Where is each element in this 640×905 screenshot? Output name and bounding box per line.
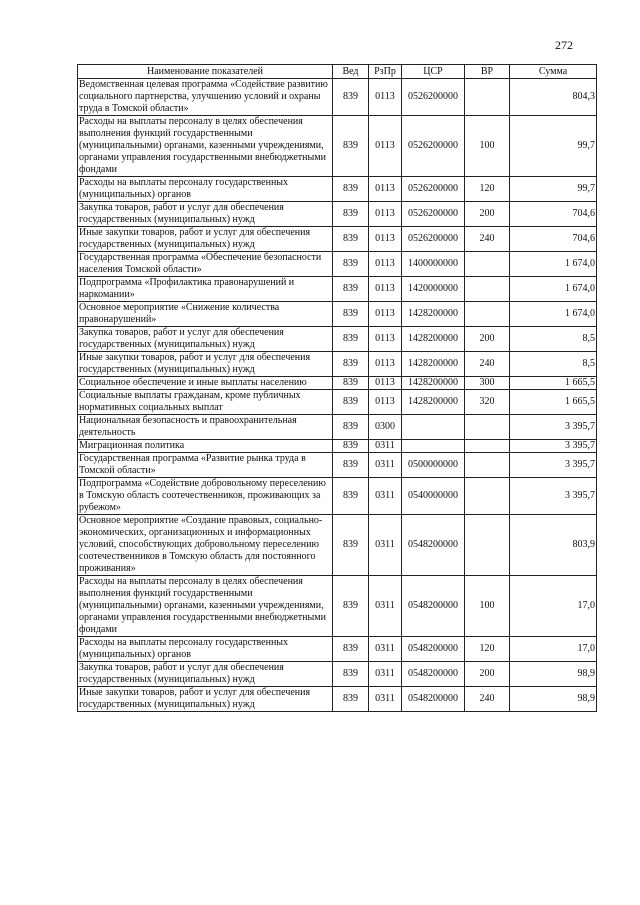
cell-vr: 320 <box>465 390 510 415</box>
table-row <box>78 277 597 302</box>
cell-name: Иные закупки товаров, работ и услуг для обеспечения государственных (муниципальных) нужд <box>78 227 333 252</box>
cell-sum: 17,0 <box>510 637 597 662</box>
cell-ved: 839 <box>333 662 369 687</box>
cell-sum: 99,7 <box>510 177 597 202</box>
cell-vr <box>465 79 510 116</box>
table-row <box>78 453 597 478</box>
cell-sum: 1 665,5 <box>510 377 597 390</box>
table-row <box>78 478 597 515</box>
cell-vr <box>465 440 510 453</box>
cell-ved: 839 <box>333 515 369 576</box>
cell-rzpr: 0113 <box>369 177 402 202</box>
cell-name: Социальные выплаты гражданам, кроме публичных нормативных социальных выплат <box>78 390 333 415</box>
table-header-row <box>78 65 597 79</box>
cell-csr: 0548200000 <box>402 687 465 712</box>
cell-vr: 240 <box>465 352 510 377</box>
cell-rzpr: 0311 <box>369 453 402 478</box>
cell-ved: 839 <box>333 687 369 712</box>
cell-ved: 839 <box>333 202 369 227</box>
header-sum: Сумма <box>510 65 597 79</box>
cell-vr: 100 <box>465 576 510 637</box>
cell-rzpr: 0311 <box>369 515 402 576</box>
cell-vr <box>465 515 510 576</box>
cell-ved: 839 <box>333 415 369 440</box>
cell-name: Подпрограмма «Содействие добровольному переселению в Томскую область соотечественников, проживающих за рубежом» <box>78 478 333 515</box>
cell-sum: 804,3 <box>510 79 597 116</box>
cell-ved: 839 <box>333 637 369 662</box>
table-row <box>78 637 597 662</box>
table-row <box>78 116 597 177</box>
header-csr: ЦСР <box>402 65 465 79</box>
table-row <box>78 662 597 687</box>
cell-ved: 839 <box>333 302 369 327</box>
cell-sum: 3 395,7 <box>510 453 597 478</box>
table-row <box>78 515 597 576</box>
cell-name: Иные закупки товаров, работ и услуг для обеспечения государственных (муниципальных) нужд <box>78 352 333 377</box>
cell-ved: 839 <box>333 116 369 177</box>
table-row <box>78 302 597 327</box>
cell-ved: 839 <box>333 227 369 252</box>
budget-table <box>77 64 597 712</box>
cell-csr: 0540000000 <box>402 478 465 515</box>
cell-csr: 0548200000 <box>402 662 465 687</box>
cell-vr: 240 <box>465 227 510 252</box>
table-row <box>78 440 597 453</box>
cell-name: Ведомственная целевая программа «Содействие развитию социального партнерства, улучшению условий и охраны труда в Томской области» <box>78 79 333 116</box>
cell-ved: 839 <box>333 440 369 453</box>
table-row <box>78 79 597 116</box>
table-row <box>78 177 597 202</box>
cell-ved: 839 <box>333 453 369 478</box>
cell-sum: 1 674,0 <box>510 252 597 277</box>
table-row <box>78 327 597 352</box>
cell-name: Государственная программа «Обеспечение безопасности населения Томской области» <box>78 252 333 277</box>
cell-rzpr: 0311 <box>369 576 402 637</box>
cell-rzpr: 0311 <box>369 637 402 662</box>
cell-rzpr: 0300 <box>369 415 402 440</box>
cell-rzpr: 0113 <box>369 79 402 116</box>
cell-vr: 200 <box>465 202 510 227</box>
cell-sum: 3 395,7 <box>510 478 597 515</box>
cell-rzpr: 0113 <box>369 202 402 227</box>
cell-rzpr: 0311 <box>369 687 402 712</box>
cell-name: Закупка товаров, работ и услуг для обеспечения государственных (муниципальных) нужд <box>78 662 333 687</box>
cell-csr: 0526200000 <box>402 177 465 202</box>
header-name: Наименование показателей <box>78 65 333 79</box>
cell-ved: 839 <box>333 576 369 637</box>
cell-csr: 1420000000 <box>402 277 465 302</box>
cell-vr <box>465 277 510 302</box>
cell-csr: 0526200000 <box>402 116 465 177</box>
header-vr: ВР <box>465 65 510 79</box>
cell-sum: 98,9 <box>510 687 597 712</box>
header-ved: Вед <box>333 65 369 79</box>
cell-vr: 240 <box>465 687 510 712</box>
cell-sum: 98,9 <box>510 662 597 687</box>
cell-rzpr: 0113 <box>369 252 402 277</box>
table-row <box>78 687 597 712</box>
cell-name: Социальное обеспечение и иные выплаты населению <box>78 377 333 390</box>
cell-rzpr: 0311 <box>369 478 402 515</box>
cell-vr <box>465 478 510 515</box>
cell-ved: 839 <box>333 277 369 302</box>
cell-sum: 704,6 <box>510 202 597 227</box>
cell-rzpr: 0311 <box>369 440 402 453</box>
cell-ved: 839 <box>333 390 369 415</box>
cell-sum: 1 674,0 <box>510 302 597 327</box>
cell-csr: 0526200000 <box>402 202 465 227</box>
cell-csr: 0548200000 <box>402 515 465 576</box>
cell-vr: 100 <box>465 116 510 177</box>
cell-ved: 839 <box>333 79 369 116</box>
cell-sum: 3 395,7 <box>510 440 597 453</box>
cell-vr <box>465 252 510 277</box>
cell-vr: 200 <box>465 327 510 352</box>
cell-sum: 1 674,0 <box>510 277 597 302</box>
cell-vr <box>465 415 510 440</box>
cell-sum: 1 665,5 <box>510 390 597 415</box>
cell-ved: 839 <box>333 478 369 515</box>
cell-csr: 0526200000 <box>402 227 465 252</box>
cell-name: Расходы на выплаты персоналу в целях обеспечения выполнения функций государственными (муниципальными) органами, казенными учреждениями, органами управления государственными внебюджетными фондами <box>78 116 333 177</box>
cell-sum: 704,6 <box>510 227 597 252</box>
table-row <box>78 377 597 390</box>
cell-vr: 300 <box>465 377 510 390</box>
cell-ved: 839 <box>333 252 369 277</box>
header-rzpr: РзПр <box>369 65 402 79</box>
table-row <box>78 202 597 227</box>
cell-ved: 839 <box>333 377 369 390</box>
cell-ved: 839 <box>333 177 369 202</box>
cell-vr: 200 <box>465 662 510 687</box>
cell-name: Закупка товаров, работ и услуг для обеспечения государственных (муниципальных) нужд <box>78 202 333 227</box>
table-row <box>78 576 597 637</box>
cell-name: Основное мероприятие «Создание правовых, социально-экономических, организационных и информационных условий, способствующих добровольному переселению соотечественников в Томскую область для постоянного проживания» <box>78 515 333 576</box>
cell-sum: 8,5 <box>510 327 597 352</box>
cell-rzpr: 0113 <box>369 302 402 327</box>
cell-csr: 1428200000 <box>402 390 465 415</box>
cell-csr: 1428200000 <box>402 302 465 327</box>
cell-rzpr: 0113 <box>369 277 402 302</box>
cell-csr: 1428200000 <box>402 327 465 352</box>
cell-vr: 120 <box>465 637 510 662</box>
cell-csr: 1428200000 <box>402 352 465 377</box>
cell-rzpr: 0113 <box>369 227 402 252</box>
cell-rzpr: 0113 <box>369 352 402 377</box>
cell-name: Закупка товаров, работ и услуг для обеспечения государственных (муниципальных) нужд <box>78 327 333 352</box>
cell-csr: 1428200000 <box>402 377 465 390</box>
cell-rzpr: 0113 <box>369 327 402 352</box>
cell-rzpr: 0113 <box>369 390 402 415</box>
cell-name: Расходы на выплаты персоналу государственных (муниципальных) органов <box>78 177 333 202</box>
cell-name: Подпрограмма «Профилактика правонарушений и наркомании» <box>78 277 333 302</box>
cell-rzpr: 0311 <box>369 662 402 687</box>
cell-csr: 0526200000 <box>402 79 465 116</box>
table-row <box>78 352 597 377</box>
cell-rzpr: 0113 <box>369 116 402 177</box>
cell-name: Национальная безопасность и правоохранительная деятельность <box>78 415 333 440</box>
cell-csr <box>402 440 465 453</box>
cell-name: Государственная программа «Развитие рынка труда в Томской области» <box>78 453 333 478</box>
table-row <box>78 252 597 277</box>
cell-csr: 1400000000 <box>402 252 465 277</box>
cell-vr <box>465 302 510 327</box>
table-row <box>78 390 597 415</box>
cell-name: Расходы на выплаты персоналу государственных (муниципальных) органов <box>78 637 333 662</box>
cell-ved: 839 <box>333 327 369 352</box>
cell-sum: 803,9 <box>510 515 597 576</box>
cell-rzpr: 0113 <box>369 377 402 390</box>
cell-csr <box>402 415 465 440</box>
cell-sum: 8,5 <box>510 352 597 377</box>
cell-vr: 120 <box>465 177 510 202</box>
cell-csr: 0500000000 <box>402 453 465 478</box>
cell-name: Расходы на выплаты персоналу в целях обеспечения выполнения функций государственными (муниципальными) органами, казенными учреждениями, органами управления государственными внебюджетными фондами <box>78 576 333 637</box>
cell-sum: 99,7 <box>510 116 597 177</box>
table-row <box>78 415 597 440</box>
cell-sum: 17,0 <box>510 576 597 637</box>
cell-name: Основное мероприятие «Снижение количества правонарушений» <box>78 302 333 327</box>
cell-csr: 0548200000 <box>402 637 465 662</box>
cell-ved: 839 <box>333 352 369 377</box>
cell-sum: 3 395,7 <box>510 415 597 440</box>
cell-name: Иные закупки товаров, работ и услуг для обеспечения государственных (муниципальных) нужд <box>78 687 333 712</box>
cell-vr <box>465 453 510 478</box>
cell-csr: 0548200000 <box>402 576 465 637</box>
cell-name: Миграционная политика <box>78 440 333 453</box>
page-number: 272 <box>555 38 573 52</box>
table-row <box>78 227 597 252</box>
